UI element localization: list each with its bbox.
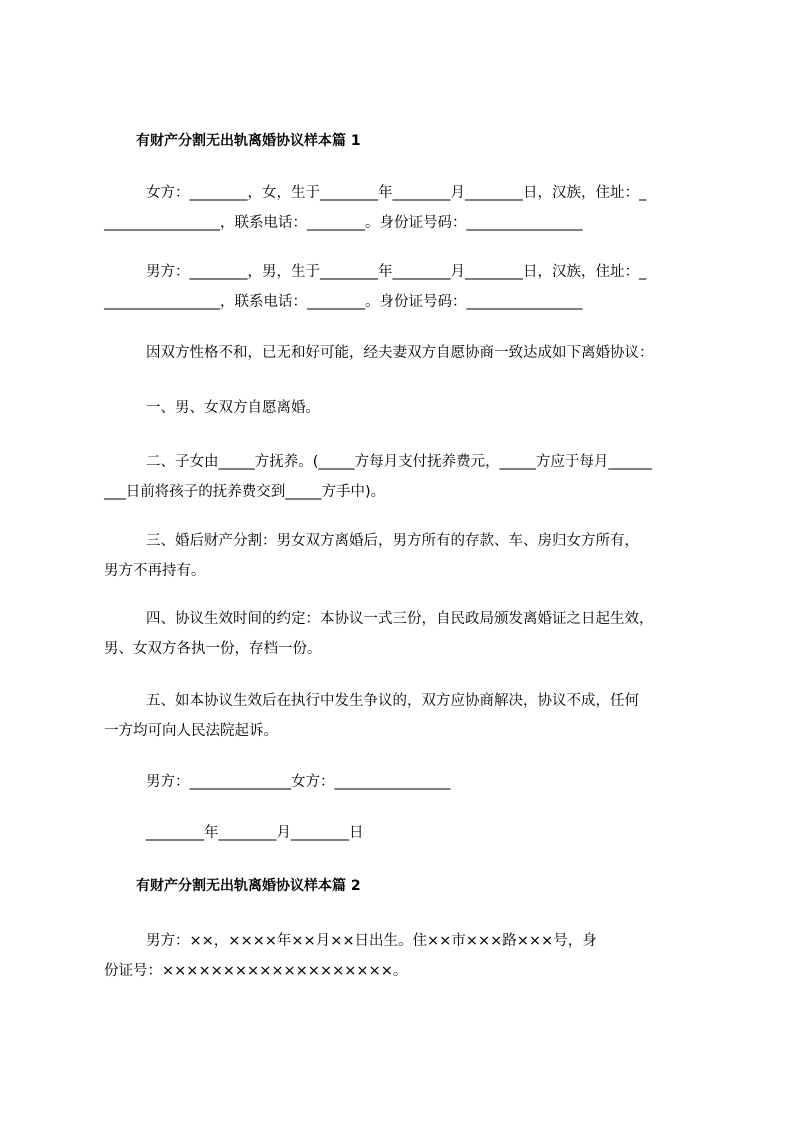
paragraph-male-party-2 bbox=[104, 926, 704, 986]
paragraph-line: 二、子女由_____方抚养。(_____方每月支付抚养费元，_____方应于每月______ bbox=[146, 454, 652, 470]
paragraph-line: ________________，联系电话：________。身份证号码：________________ bbox=[104, 294, 583, 310]
paragraph-line: 女方：________，女，生于________年________月________日，汉族，住址：_ bbox=[146, 185, 647, 201]
paragraph-reason bbox=[104, 338, 704, 368]
paragraph-line: 四、协议生效时间的约定：本协议一式三份，自民政局颁发离婚证之日起生效， bbox=[146, 611, 654, 627]
paragraph-item-2 bbox=[104, 447, 704, 507]
paragraph-line: 男方：××，××××年××月××日出生。住××市×××路×××号，身 bbox=[146, 933, 597, 949]
paragraph-line: 三、婚后财产分割：男女双方离婚后，男方所有的存款、车、房归女方所有， bbox=[146, 533, 639, 549]
paragraph-line: 一方均可向人民法院起诉。 bbox=[104, 723, 278, 739]
date-line bbox=[104, 818, 704, 848]
paragraph-line: 男方不再持有。 bbox=[104, 563, 206, 579]
paragraph-line: ___日前将孩子的抚养费交到_____方手中)。 bbox=[104, 484, 386, 500]
paragraph-line: 五、如本协议生效后在执行中发生争议的，双方应协商解决，协议不成，任何 bbox=[146, 693, 639, 709]
paragraph-line: 男方：________，男，生于________年________月________日，汉族，住址：_ bbox=[146, 264, 647, 280]
paragraph-line: ________________，联系电话：________。身份证号码：________________ bbox=[104, 215, 583, 231]
heading-part-2: 有财产分割无出轨离婚协议样本篇 2 bbox=[136, 878, 361, 894]
paragraph-male-party bbox=[104, 257, 704, 317]
paragraph-female-party bbox=[104, 178, 704, 238]
heading-part-1: 有财产分割无出轨离婚协议样本篇 1 bbox=[136, 133, 361, 149]
paragraph-item-1 bbox=[104, 393, 704, 423]
paragraph-line: 份证号：×××××××××××××××××××。 bbox=[104, 963, 408, 979]
signature-line bbox=[104, 767, 704, 797]
paragraph-line: ________年________月________日 bbox=[146, 825, 364, 841]
paragraph-line: 男方：______________女方：________________ bbox=[146, 774, 451, 790]
paragraph-line: 因双方性格不和，已无和好可能，经夫妻双方自愿协商一致达成如下离婚协议： bbox=[146, 345, 654, 361]
paragraph-item-5 bbox=[104, 686, 704, 746]
paragraph-item-3 bbox=[104, 526, 704, 586]
paragraph-item-4 bbox=[104, 604, 704, 664]
paragraph-line: 男、女双方各执一份，存档一份。 bbox=[104, 641, 322, 657]
paragraph-line: 一、男、女双方自愿离婚。 bbox=[146, 400, 320, 416]
